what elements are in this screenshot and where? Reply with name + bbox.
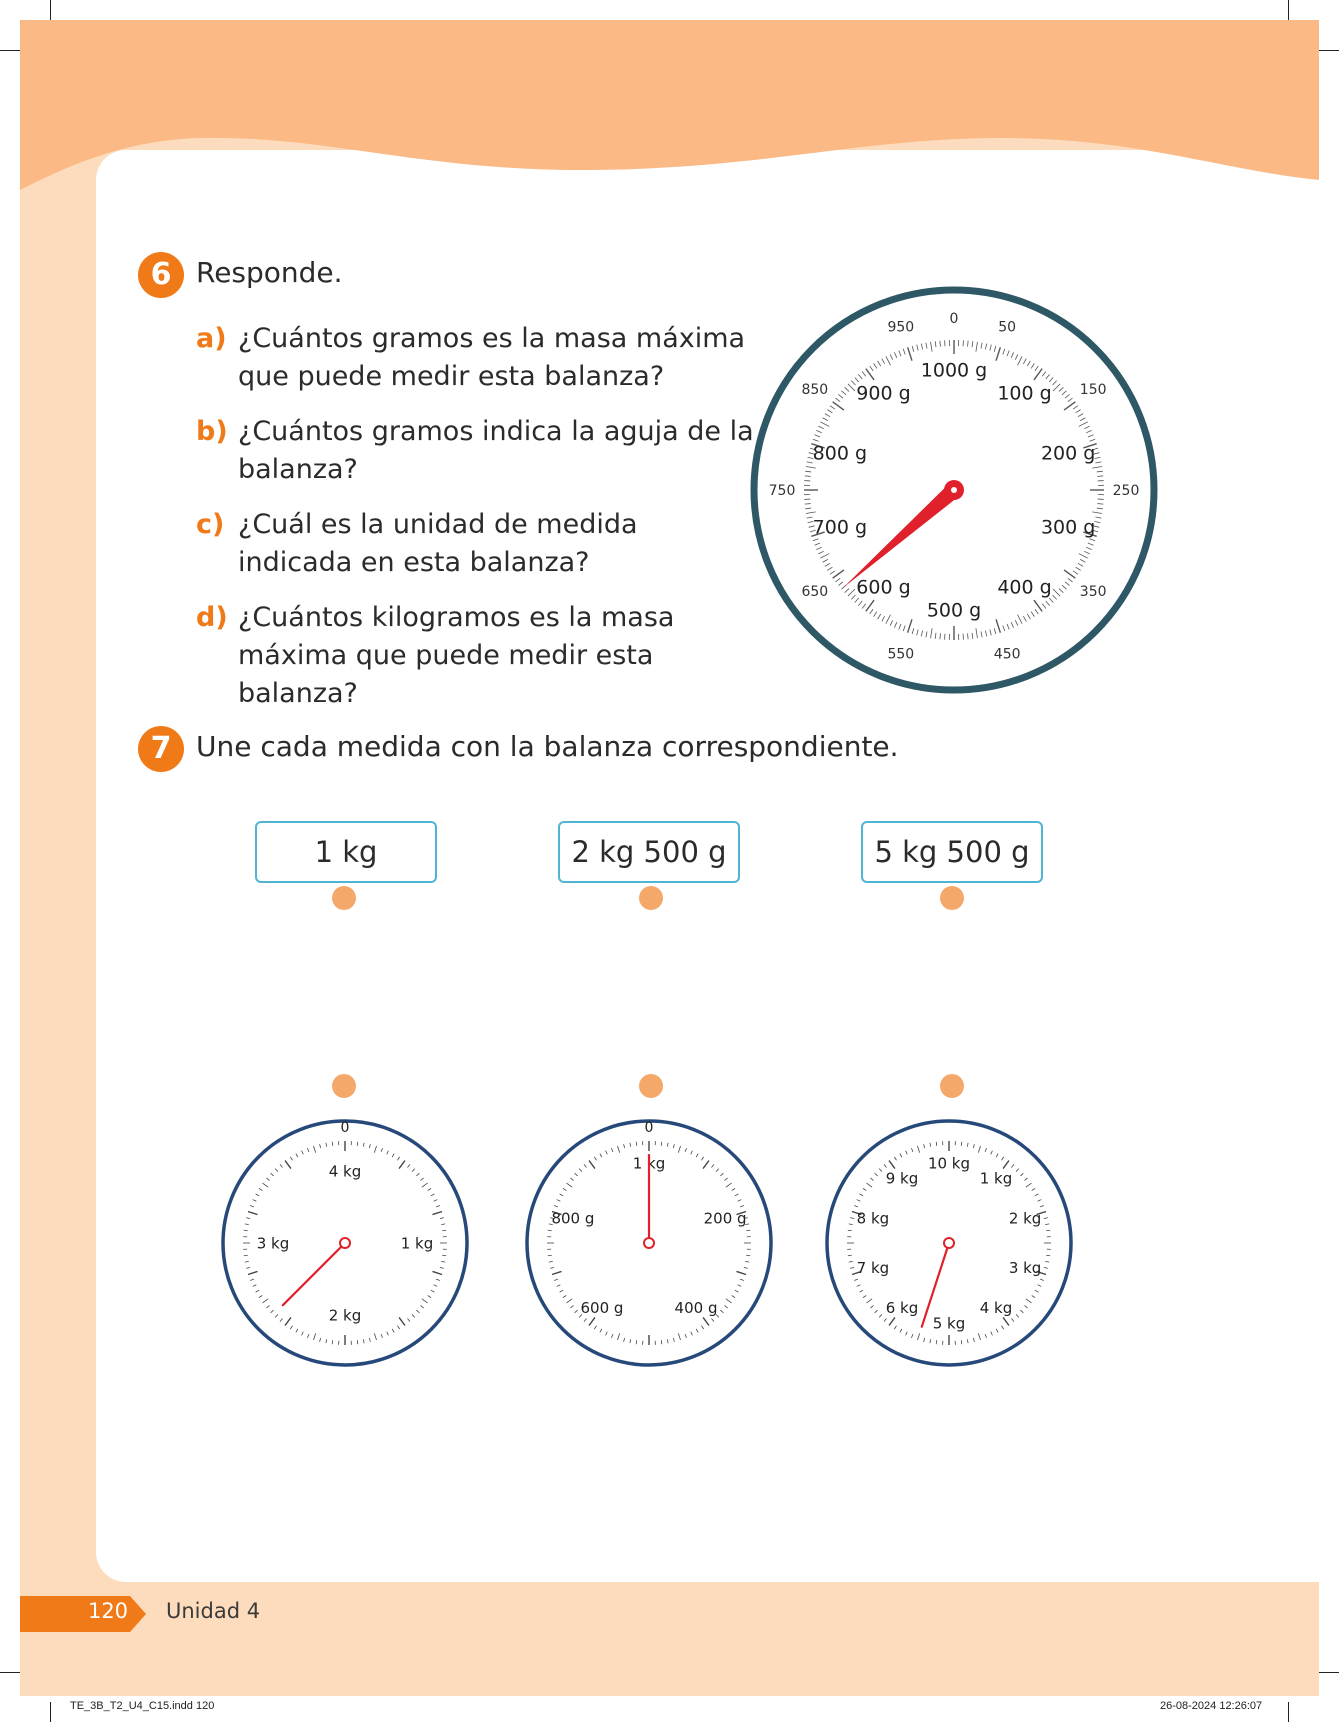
dial-tick [357, 1340, 358, 1344]
dial-tick [442, 1230, 446, 1231]
dial-label: 650 [801, 583, 829, 600]
dial-label: 150 [1079, 381, 1107, 398]
connection-dot-bottom[interactable] [639, 1074, 663, 1098]
dial-label: 200 g [1040, 442, 1096, 465]
dial-tick [1046, 1255, 1050, 1256]
dial-tick [548, 1230, 552, 1231]
dial-label: 550 [887, 646, 915, 663]
dial-label: 2 kg [328, 1306, 362, 1325]
dial-tick [936, 1142, 937, 1146]
dial-label: 6 kg [885, 1298, 919, 1317]
crop-mark [1319, 50, 1339, 51]
question-c [196, 506, 756, 582]
question-text: ¿Cuál es la unidad de medida indicada en esta balanza? [238, 509, 638, 578]
dial-label: 700 g [812, 516, 868, 539]
dial-label: 800 g [812, 442, 868, 465]
crop-mark [50, 1702, 51, 1722]
scale-dial-10kg [822, 1116, 1076, 1370]
dial-label: 1 kg [400, 1234, 434, 1253]
question-a [196, 320, 756, 396]
question-letter: d) [196, 602, 228, 633]
dial-tick [940, 633, 941, 639]
dial-label: 100 g [997, 382, 1052, 405]
measure-box-1kg[interactable]: 1 kg [255, 821, 437, 883]
dial-label: 450 [993, 646, 1021, 663]
exercise-7-title: Une cada medida con la balanza correspondiente. [196, 730, 899, 763]
dial-label: 850 [801, 381, 829, 398]
dial-tick [661, 1142, 662, 1146]
dial-tick [1097, 504, 1103, 505]
crop-mark [1288, 1702, 1289, 1722]
dial-tick [746, 1255, 750, 1256]
dial-tick [1097, 476, 1103, 477]
page-number: 120 [87, 1599, 129, 1623]
dial-tick [961, 1142, 962, 1146]
dial-label: 4 kg [979, 1298, 1013, 1317]
dial-label: 7 kg [856, 1258, 890, 1277]
dial-label: 750 [768, 482, 796, 499]
dial-tick [805, 476, 811, 477]
dial-tick [332, 1142, 333, 1146]
question-letter: c) [196, 509, 225, 540]
dial-label: 1 kg [979, 1169, 1013, 1188]
dial-label: 500 g [926, 599, 982, 622]
dial-label: 0 [340, 1119, 350, 1136]
crop-mark [1319, 1672, 1339, 1673]
dial-tick [442, 1255, 446, 1256]
slug-filename: TE_3B_T2_U4_C15.indd 120 [70, 1700, 215, 1712]
dial-tick [244, 1255, 248, 1256]
dial-label: 400 g [997, 576, 1052, 599]
measure-box-5kg-500g[interactable]: 5 kg 500 g [861, 821, 1043, 883]
dial-label: 4 kg [328, 1162, 362, 1181]
question-b [196, 413, 756, 489]
exercise-7-badge: 7 [138, 726, 184, 772]
question-text: ¿Cuántos gramos es la masa máxima que puede medir esta balanza? [238, 323, 746, 392]
crop-mark [0, 1672, 20, 1673]
dial-label: 5 kg [932, 1314, 966, 1333]
dial-label: 300 g [1040, 516, 1096, 539]
dial-label: 1 kg [632, 1154, 666, 1173]
unit-label: Unidad 4 [166, 1599, 261, 1623]
dial-label: 950 [887, 319, 915, 336]
connection-dot-top[interactable] [639, 886, 663, 910]
dial-label: 350 [1079, 583, 1107, 600]
dial-tick [357, 1142, 358, 1146]
dial-tick [848, 1230, 852, 1231]
dial-tick [968, 633, 969, 639]
question-letter: a) [196, 323, 227, 354]
dial-tick [661, 1340, 662, 1344]
dial-label: 0 [949, 310, 959, 327]
dial-label: 10 kg [927, 1154, 971, 1173]
dial-label: 250 [1112, 482, 1140, 499]
dial-label: 8 kg [856, 1209, 890, 1228]
scale-dial-4kg [218, 1116, 472, 1370]
dial-tick [968, 341, 969, 347]
dial-label: 600 g [856, 576, 911, 599]
dial-label: 600 g [580, 1298, 624, 1317]
dial-tick [1046, 1230, 1050, 1231]
header-wave [20, 20, 1319, 210]
scale-dial-1kg [522, 1116, 776, 1370]
dial-tick [244, 1230, 248, 1231]
dial-tick [940, 341, 941, 347]
connection-dot-bottom[interactable] [332, 1074, 356, 1098]
dial-label: 0 [644, 1119, 654, 1136]
dial-hub-center [951, 487, 957, 493]
dial-tick [936, 1340, 937, 1344]
dial-tick [636, 1340, 637, 1344]
connection-dot-top[interactable] [940, 886, 964, 910]
dial-hub [644, 1238, 654, 1248]
dial-hub [340, 1238, 350, 1248]
dial-tick [548, 1255, 552, 1256]
dial-tick [332, 1340, 333, 1344]
question-letter: b) [196, 416, 228, 447]
question-d [196, 599, 756, 713]
crop-mark [50, 0, 51, 20]
slug-timestamp: 26-08-2024 12:26:07 [1160, 1700, 1263, 1712]
dial-tick [805, 504, 811, 505]
exercise-6-badge: 6 [138, 252, 184, 298]
dial-label: 1000 g [920, 359, 988, 382]
connection-dot-top[interactable] [332, 886, 356, 910]
scale-dial-1000g [746, 282, 1162, 698]
crop-mark [0, 50, 20, 51]
dial-label: 2 kg [1008, 1209, 1042, 1228]
dial-label: 50 [998, 319, 1017, 336]
question-text: ¿Cuántos gramos indica la aguja de la balanza? [238, 416, 754, 485]
question-text: ¿Cuántos kilogramos es la masa máxima que puede medir esta balanza? [238, 602, 675, 709]
dial-label: 9 kg [885, 1169, 919, 1188]
crop-mark [1288, 0, 1289, 20]
dial-label: 400 g [674, 1298, 718, 1317]
dial-label: 800 g [551, 1209, 595, 1228]
dial-label: 3 kg [1008, 1258, 1042, 1277]
dial-tick [746, 1230, 750, 1231]
connection-dot-bottom[interactable] [940, 1074, 964, 1098]
dial-tick [636, 1142, 637, 1146]
exercise-6-title: Responde. [196, 256, 343, 289]
dial-tick [961, 1340, 962, 1344]
dial-label: 900 g [856, 382, 911, 405]
dial-label: 3 kg [256, 1234, 290, 1253]
measure-box-2kg-500g[interactable]: 2 kg 500 g [558, 821, 740, 883]
dial-hub [944, 1238, 954, 1248]
dial-tick [848, 1255, 852, 1256]
dial-label: 200 g [703, 1209, 747, 1228]
